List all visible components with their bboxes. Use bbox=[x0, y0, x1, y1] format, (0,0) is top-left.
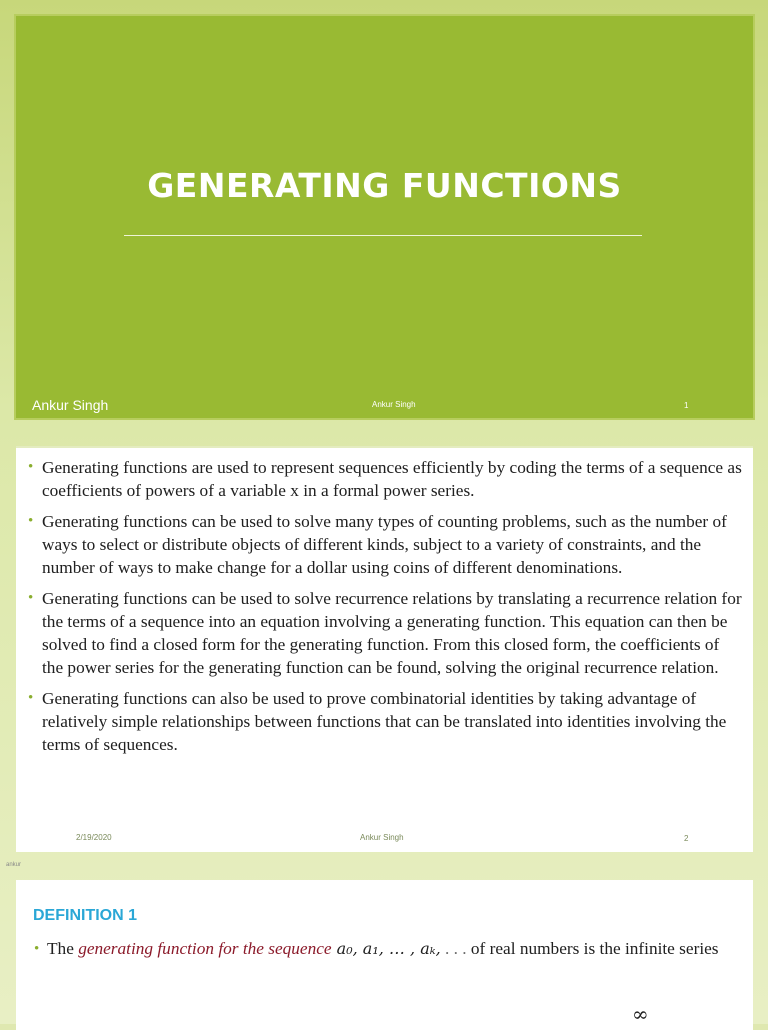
bullet-item: • Generating functions can be used to solve many types of counting problems, such as the number of ways to select or distribute objects of different kinds, subject to a variety of constraints, and the number of ways to make change for a dollar using coins of different denominations. bbox=[28, 510, 743, 579]
ellipsis: . . . bbox=[440, 939, 467, 958]
definition-text bbox=[34, 938, 747, 960]
emphasis-text: generating function for the sequence bbox=[78, 939, 332, 958]
slide-title: GENERATING FUNCTIONS bbox=[147, 166, 622, 205]
author-name: Ankur Singh bbox=[32, 397, 109, 413]
bullet-item: • Generating functions are used to represent sequences efficiently by coding the terms of a sequence as coefficients of powers of a variable x in a formal power series. bbox=[28, 456, 743, 502]
definition-heading: DEFINITION 1 bbox=[33, 907, 138, 924]
slide-number: 1 bbox=[684, 401, 689, 410]
bullet-item: • Generating functions can be used to solve recurrence relations by translating a recurrence relation for the terms of a sequence into an equation involving a generating function. This equation can then be solved to find a closed form for the generating function. From this closed form, the coefficients of the power series for the generating function can be found, solving the original recurrence relation. bbox=[28, 587, 743, 679]
text-the: The bbox=[47, 939, 79, 958]
sequence-math: a₀, a₁, … , aₖ, bbox=[331, 939, 441, 958]
slide-number: 2 bbox=[684, 834, 689, 843]
title-slide bbox=[16, 16, 753, 418]
infinity-symbol: ∞ bbox=[632, 1002, 649, 1026]
gap-mark: ankur bbox=[6, 862, 22, 868]
footer-date: 2/19/2020 bbox=[76, 833, 112, 842]
bullet-item: • Generating functions can also be used to prove combinatorial identities by taking advantage of relatively simple relationships between functions that can be translated into identities involving the terms of sequences. bbox=[28, 687, 743, 756]
text-rest: of real numbers is the infinite series bbox=[466, 939, 719, 958]
footer-author: Ankur Singh bbox=[360, 833, 404, 842]
definition-slide bbox=[16, 880, 753, 1030]
bullet-list bbox=[28, 456, 743, 764]
footer-author: Ankur Singh bbox=[372, 400, 416, 409]
content-slide bbox=[16, 446, 753, 852]
title-divider bbox=[124, 235, 642, 236]
